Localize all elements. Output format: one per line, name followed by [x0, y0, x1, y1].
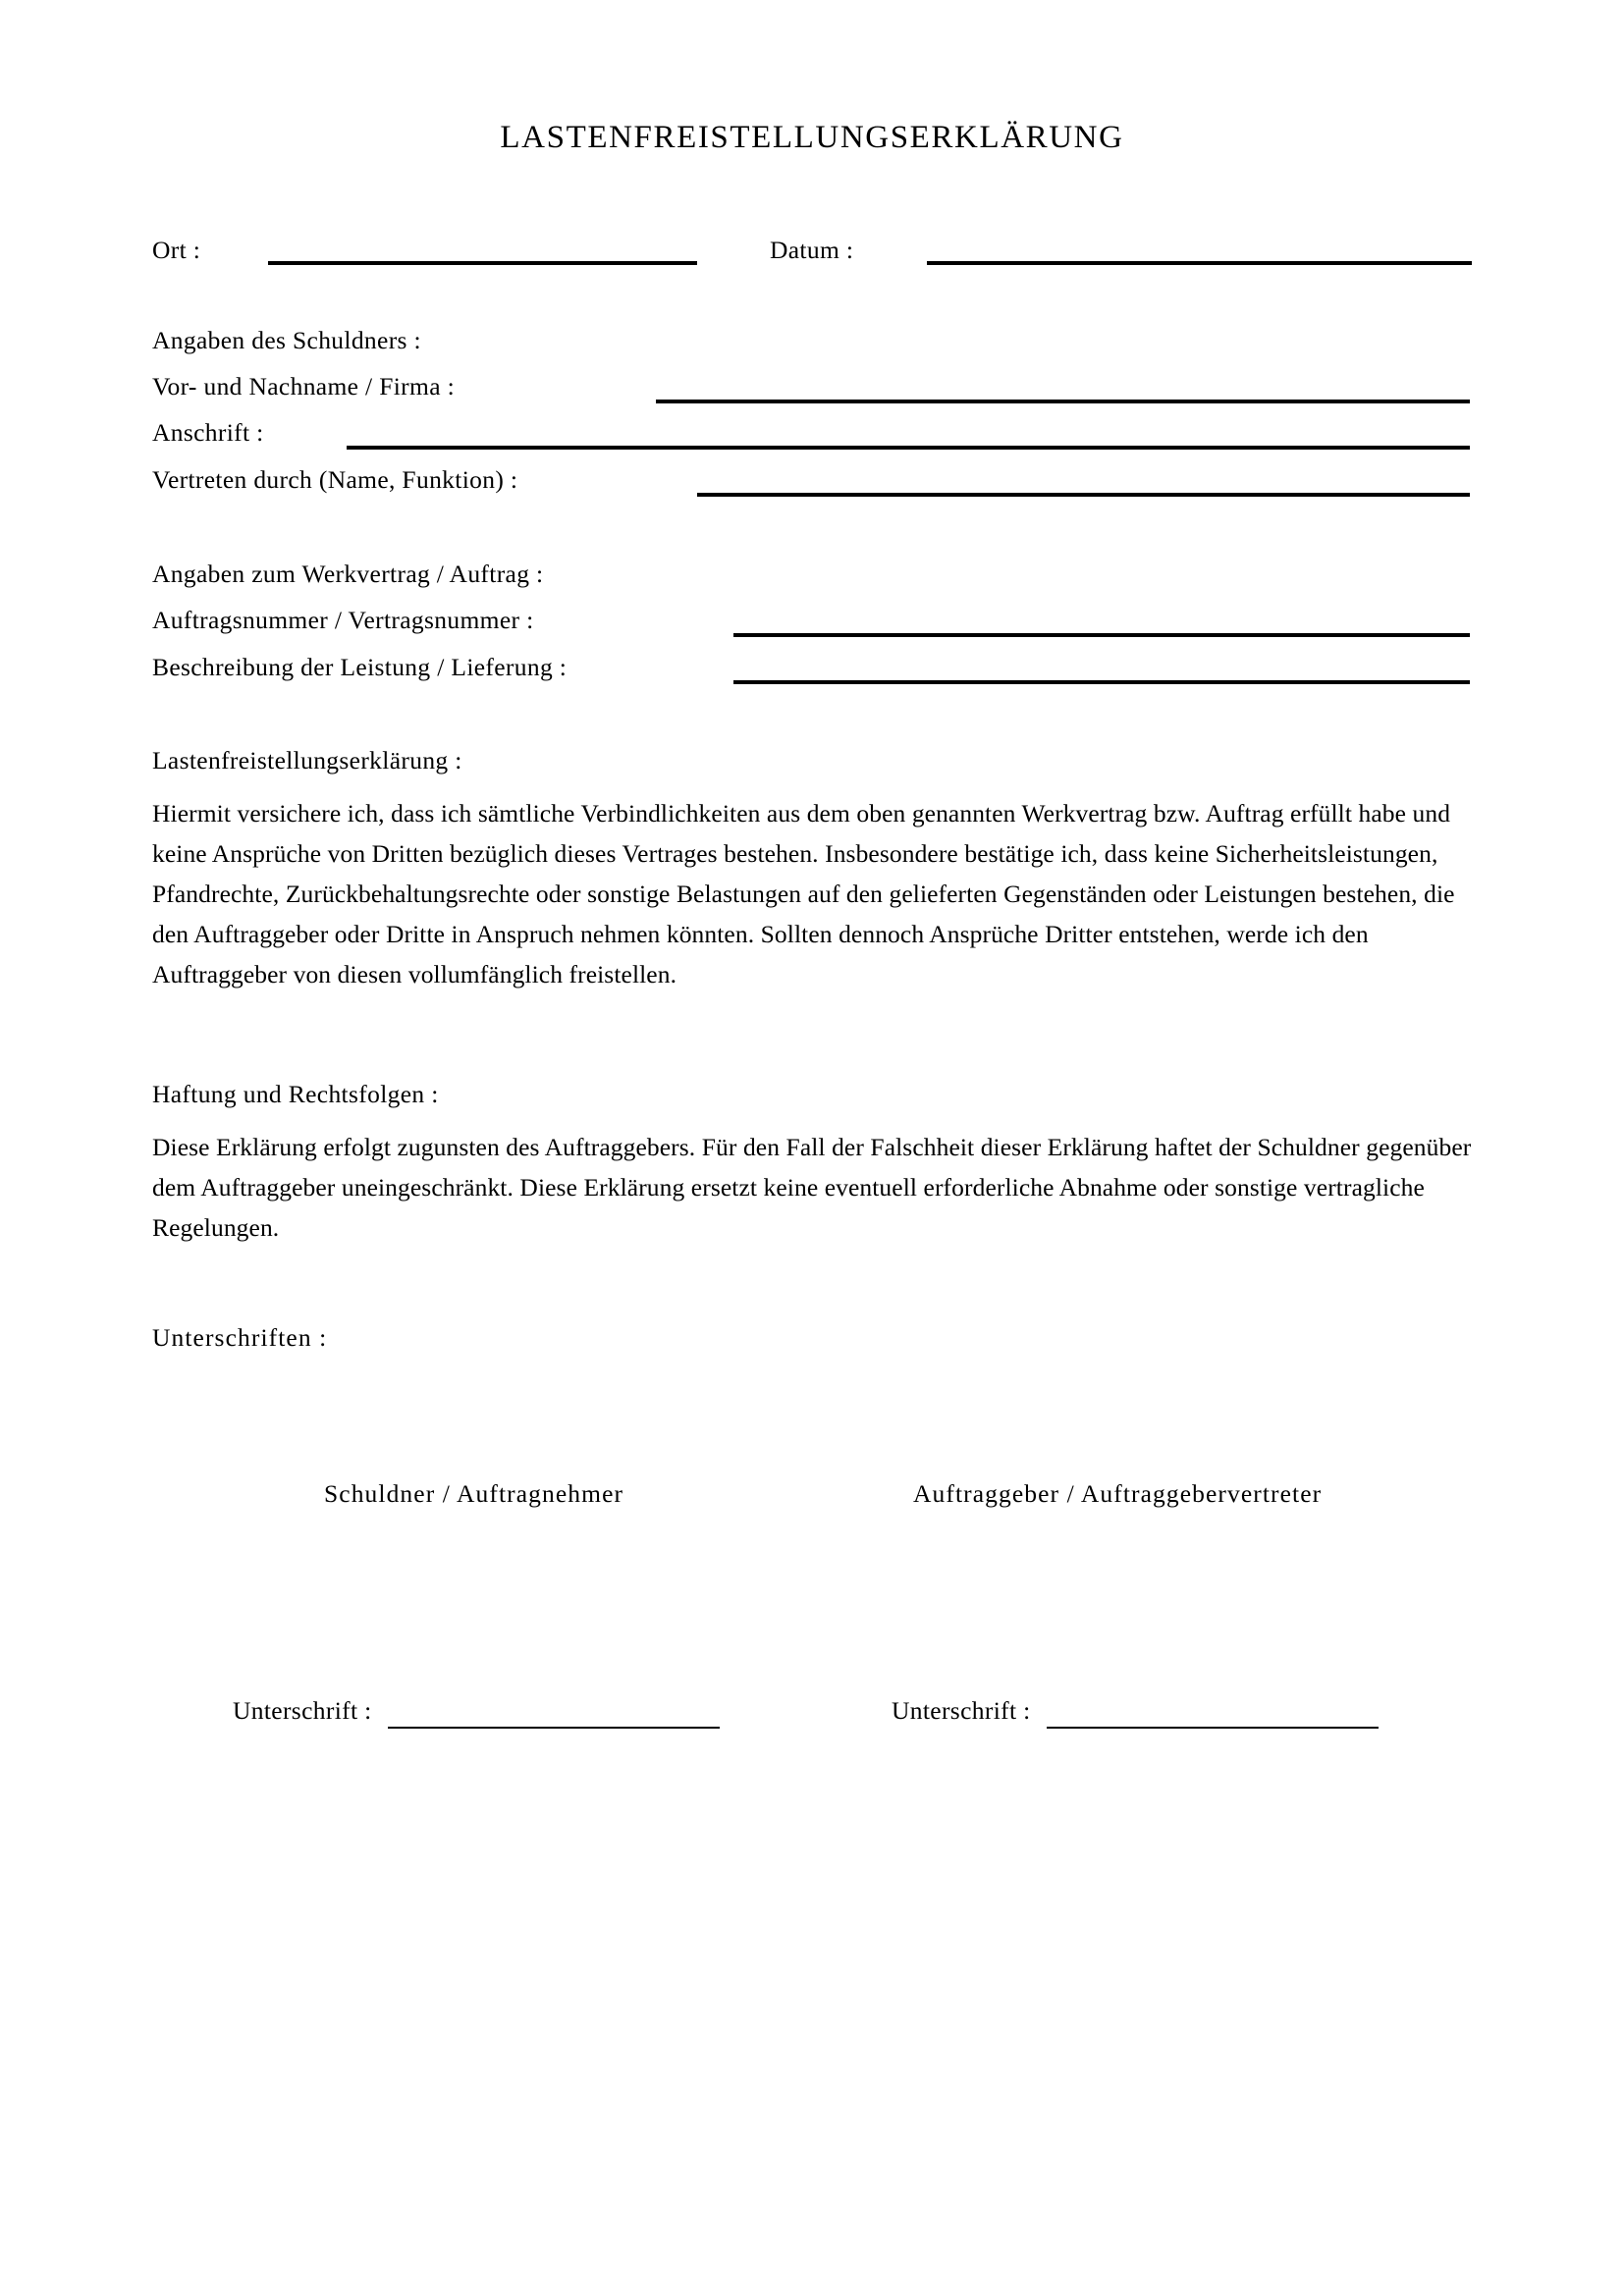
debtor-section-heading: Angaben des Schuldners : [152, 326, 421, 354]
signature-caption-right: Auftraggeber / Auftraggebervertreter [913, 1479, 1323, 1508]
ort-input-line[interactable] [268, 261, 697, 265]
ort-label: Ort : [152, 236, 201, 264]
contract-description-input-line[interactable] [733, 680, 1470, 684]
datum-input-line[interactable] [927, 261, 1472, 265]
signature-section-heading: Unterschriften : [152, 1323, 328, 1352]
debtor-name-label: Vor- und Nachname / Firma : [152, 372, 456, 400]
signature-label-left: Unterschrift : [233, 1696, 372, 1725]
contract-section-heading: Angaben zum Werkvertrag / Auftrag : [152, 560, 544, 588]
declaration-body-text: Hiermit versichere ich, dass ich sämtliche Verbindlichkeiten aus dem oben genannten Werkvertrag bzw. Auftrag erfüllt habe und keine Ansprüche von Dritten bezüglich dieses Vertrages bestehen. Insbesondere bestätige ich, dass keine Sicherheitsleistungen, Pfandrechte, Zurückbehaltungsrechte oder sonstige Belastungen auf den gelieferten Gegenständen oder Leistungen bestehen, die den Auftraggeber oder Dritte in Anspruch nehmen könnten. Sollten dennoch Ansprüche Dritter entstehen, werde ich den Auftraggeber von diesen vollumfänglich freistellen. [152, 799, 1455, 988]
debtor-address-input-line[interactable] [347, 446, 1470, 450]
liability-section-heading: Haftung und Rechtsfolgen : [152, 1080, 439, 1108]
page-title: LASTENFREISTELLUNGSERKLÄRUNG [500, 120, 1124, 155]
liability-body-text: Diese Erklärung erfolgt zugunsten des Auftraggebers. Für den Fall der Falschheit dieser Erklärung haftet der Schuldner gegenüber dem Auftraggeber uneingeschränkt. Diese Erklärung ersetzt keine eventuell erforderliche Abnahme oder sonstige vertragliche Regelungen. [152, 1133, 1472, 1242]
debtor-name-input-line[interactable] [656, 400, 1470, 403]
contract-number-input-line[interactable] [733, 633, 1470, 637]
debtor-address-label: Anschrift : [152, 418, 264, 447]
contract-description-label: Beschreibung der Leistung / Lieferung : [152, 653, 568, 681]
signature-caption-left: Schuldner / Auftragnehmer [324, 1479, 624, 1508]
datum-label: Datum : [770, 236, 854, 264]
signature-input-line-left[interactable] [388, 1727, 720, 1729]
debtor-representative-label: Vertreten durch (Name, Funktion) : [152, 465, 518, 494]
signature-label-right: Unterschrift : [892, 1696, 1031, 1725]
debtor-representative-input-line[interactable] [697, 493, 1470, 497]
signature-input-line-right[interactable] [1047, 1727, 1379, 1729]
contract-number-label: Auftragsnummer / Vertragsnummer : [152, 606, 534, 634]
declaration-section-heading: Lastenfreistellungserklärung : [152, 746, 462, 774]
